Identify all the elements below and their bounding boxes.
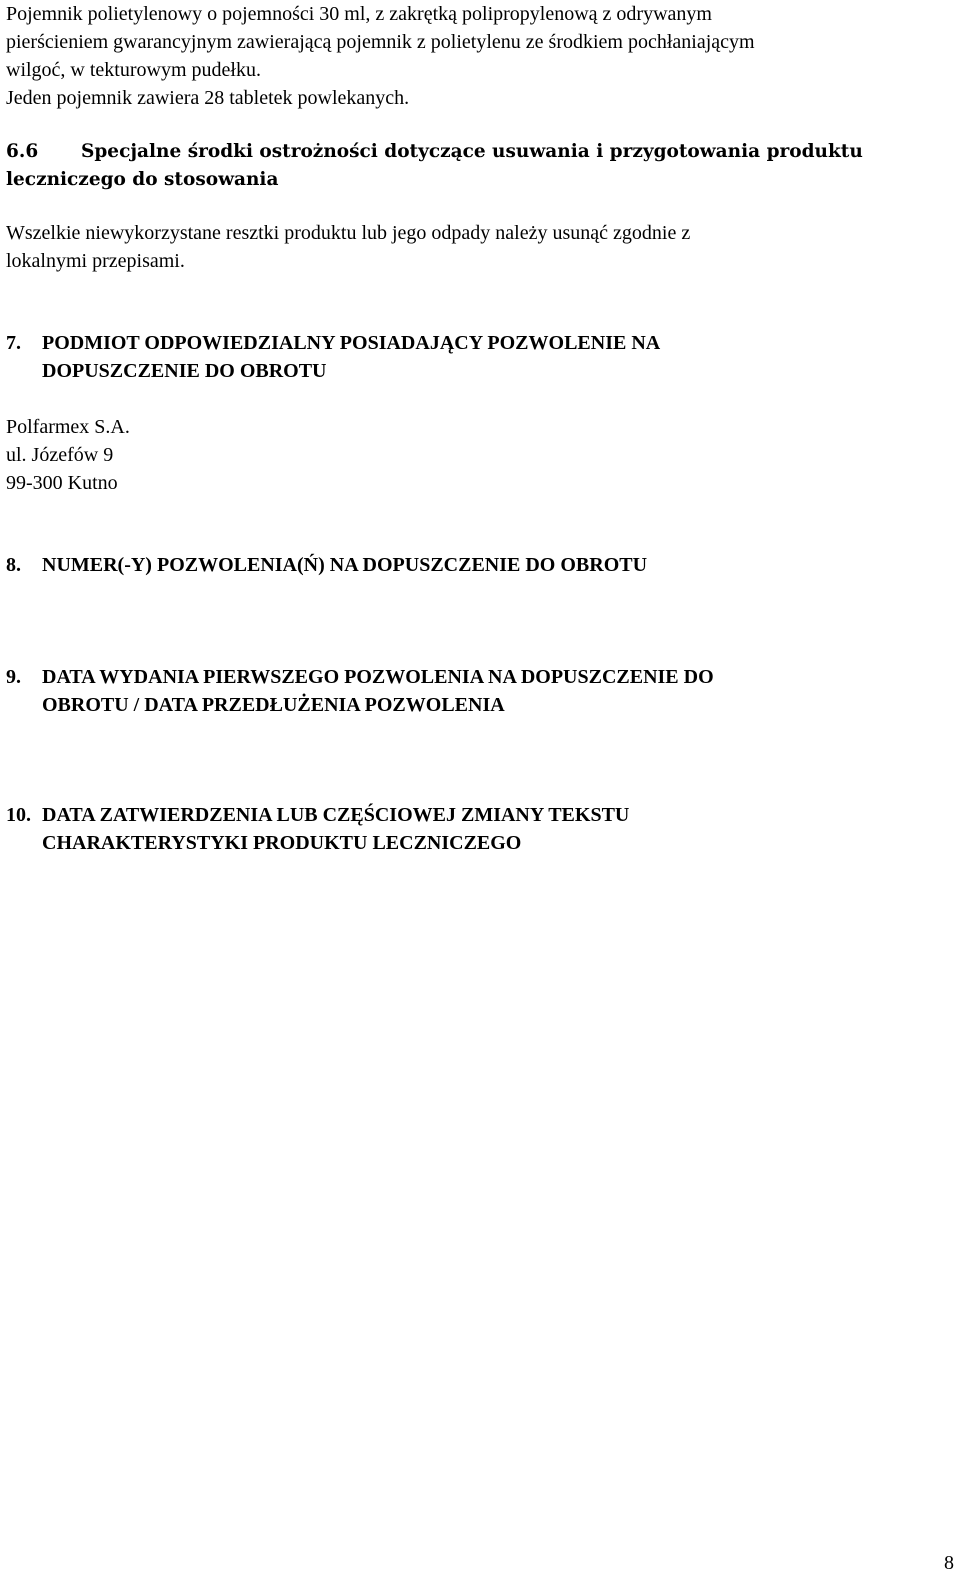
section-6-6-body: [6, 219, 946, 275]
section-title-continuation: DOPUSZCZENIE DO OBROTU: [42, 360, 327, 382]
section-title-continuation: leczniczego do stosowania: [6, 169, 279, 190]
street-address: ul. Józefów 9: [6, 444, 114, 466]
packaging-line: Pojemnik polietylenowy o pojemności 30 ml, z zakrętką polipropylenową z odrywanym: [6, 3, 712, 25]
section-7-heading: [6, 329, 946, 385]
section-10-heading: [6, 801, 946, 857]
section-title-continuation: CHARAKTERYSTYKI PRODUKTU LECZNICZEGO: [42, 832, 522, 854]
postal-city: 99-300 Kutno: [6, 472, 118, 494]
section-6-6-heading: [6, 138, 946, 194]
section-9-heading: [6, 663, 946, 719]
mah-address: [6, 413, 946, 497]
packaging-line: Jeden pojemnik zawiera 28 tabletek powlekanych.: [6, 87, 410, 109]
packaging-line: pierścieniem gwarancyjnym zawierającą pojemnik z polietylenu ze środkiem pochłaniającym: [6, 31, 755, 53]
section-title: DATA WYDANIA PIERWSZEGO POZWOLENIA NA DOPUSZCZENIE DO: [42, 666, 714, 688]
company-name: Polfarmex S.A.: [6, 416, 130, 438]
section-number: 6.6: [6, 141, 39, 162]
section-title: Specjalne środki ostrożności dotyczące usuwania i przygotowania produktu: [81, 141, 863, 162]
packaging-paragraph: [6, 0, 946, 112]
section-title: DATA ZATWIERDZENIA LUB CZĘŚCIOWEJ ZMIANY TEKSTU: [42, 804, 630, 826]
section-title-continuation: OBROTU / DATA PRZEDŁUŻENIA POZWOLENIA: [42, 694, 505, 716]
packaging-line: wilgoć, w tekturowym pudełku.: [6, 59, 261, 81]
page-number: 8: [944, 1552, 954, 1574]
section-number: 9.: [6, 666, 21, 688]
body-line: lokalnymi przepisami.: [6, 250, 185, 272]
section-title: NUMER(-Y) POZWOLENIA(Ń) NA DOPUSZCZENIE DO OBROTU: [42, 554, 648, 576]
body-line: Wszelkie niewykorzystane resztki produktu lub jego odpady należy usunąć zgodnie z: [6, 222, 691, 244]
section-number: 7.: [6, 332, 21, 354]
section-number: 8.: [6, 554, 21, 576]
section-8-heading: [6, 551, 946, 579]
section-title: PODMIOT ODPOWIEDZIALNY POSIADAJĄCY POZWOLENIE NA: [42, 332, 661, 354]
section-number: 10.: [6, 804, 31, 826]
